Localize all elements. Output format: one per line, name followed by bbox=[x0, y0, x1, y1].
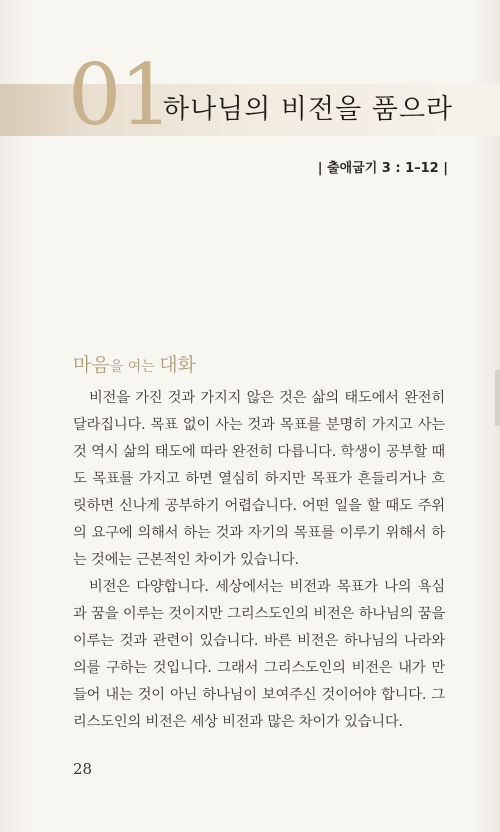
section-heading bbox=[73, 350, 196, 377]
body-text bbox=[73, 385, 445, 736]
body-paragraph-1: 비전을 가진 것과 가지지 않은 것은 삶의 태도에서 완전히 달라집니다. 목표 없이 사는 것과 목표를 분명히 가지고 사는 것 역시 삶의 태도에 따라 완전히 다릅니다. 학생이 공부할 때도 목표를 가지고 하면 열심히 하지만 목표가 흔들리거나 흐릿하면 신나게 공부하기 어렵습니다. 어떤 일을 할 때도 주위의 요구에 의해서 하는 것과 자기의 목표를 이루기 위해서 하는 것에는 근본적인 차이가 있습니다. bbox=[73, 390, 445, 568]
chapter-number: 01 bbox=[68, 46, 171, 144]
page-edge-mark bbox=[495, 370, 500, 426]
section-heading-part3: 대화 bbox=[159, 354, 196, 376]
body-paragraph-2: 비전은 다양합니다. 세상에서는 비전과 목표가 나의 욕심과 꿈을 이루는 것이지만 그리스도인의 비전은 하나님의 꿈을 이루는 것과 관련이 있습니다. 바른 비전은 하나님의 나라와 의를 구하는 것입니다. 그래서 그리스도인의 비전은 내가 만들어 내는 것이 아닌 하나님이 보여주신 것이어야 합니다. 그리스도인의 비전은 세상 비전과 많은 차이가 있습니다. bbox=[73, 579, 445, 730]
page-number: 28 bbox=[73, 760, 93, 778]
chapter-title: 하나님의 비전을 품으라 bbox=[163, 94, 453, 125]
section-heading-part1: 마음 bbox=[73, 354, 110, 376]
scripture-reference: | 출애굽기 3 : 1–12 | bbox=[317, 161, 448, 176]
section-heading-part2: 을 여는 bbox=[109, 359, 160, 375]
